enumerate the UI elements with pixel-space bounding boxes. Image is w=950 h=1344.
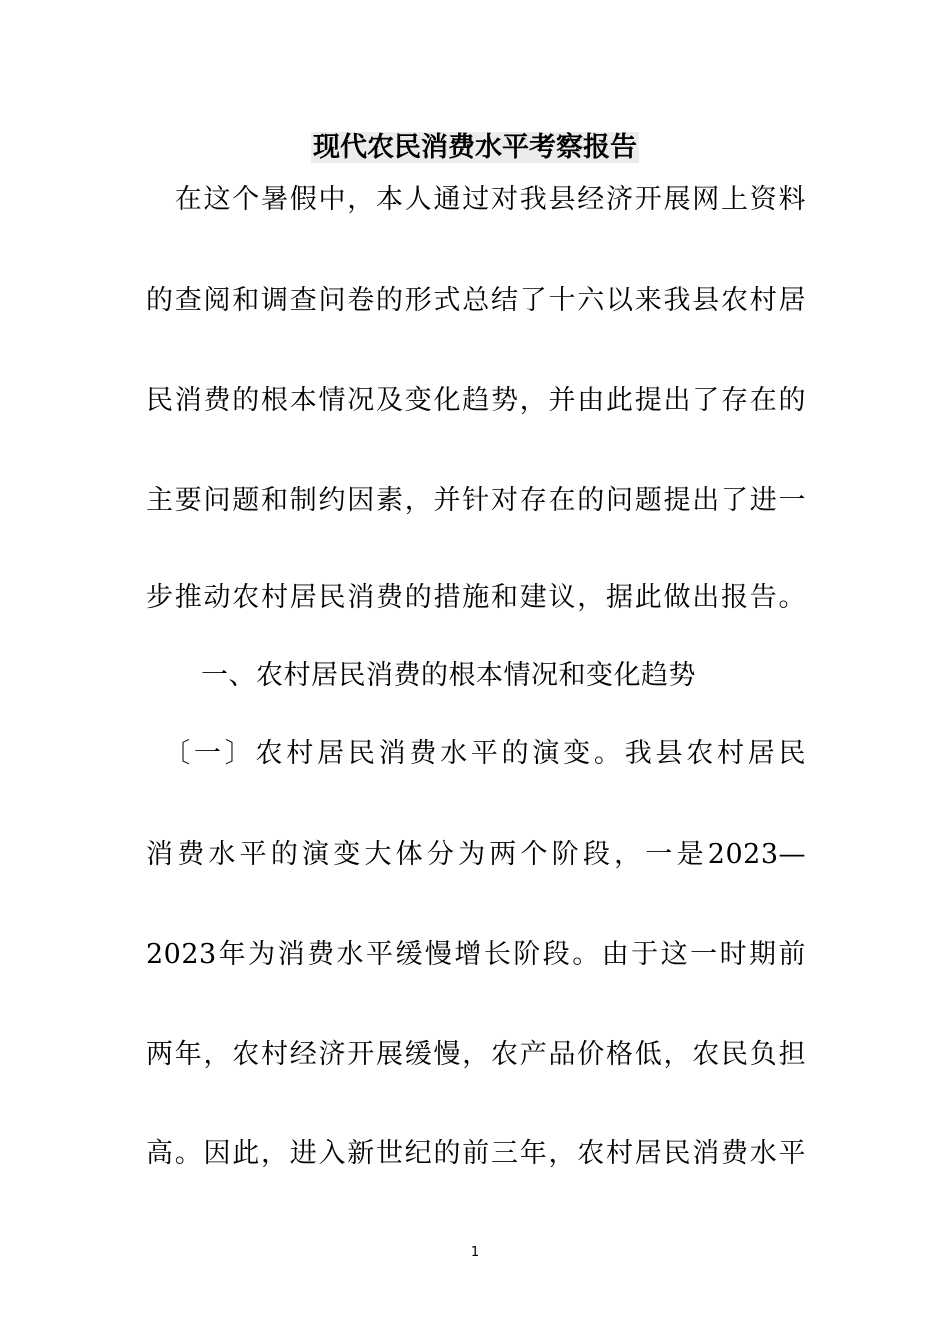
paragraph-line: 民消费的根本情况及变化趋势，并由此提出了存在的 xyxy=(146,385,806,416)
page-number: 1 xyxy=(470,1245,480,1260)
paragraph-line: 两年，农村经济开展缓慢，农产品价格低，农民负担 xyxy=(146,1039,806,1070)
paragraph-line: 2023年为消费水平缓慢增长阶段。由于这一时期前 xyxy=(146,939,806,970)
paragraph-line: 的查阅和调查问卷的形式总结了十六以来我县农村居 xyxy=(146,285,806,316)
paragraph-line: 〔一〕农村居民消费水平的演变。我县农村居民 xyxy=(146,738,806,769)
paragraph-line: 步推动农村居民消费的措施和建议，据此做出报告。 xyxy=(146,582,806,613)
paragraph-line: 消费水平的演变大体分为两个阶段，一是2023— xyxy=(146,839,806,870)
document-title xyxy=(0,128,950,168)
title-text: 现代农民消费水平考察报告 xyxy=(313,132,637,163)
paragraph-line: 在这个暑假中，本人通过对我县经济开展网上资料 xyxy=(146,184,806,215)
section-heading: 一、农村居民消费的根本情况和变化趋势 xyxy=(146,660,696,691)
paragraph-line: 主要问题和制约因素，并针对存在的问题提出了进一 xyxy=(146,485,806,516)
paragraph-line: 高。因此，进入新世纪的前三年，农村居民消费水平 xyxy=(146,1138,806,1169)
